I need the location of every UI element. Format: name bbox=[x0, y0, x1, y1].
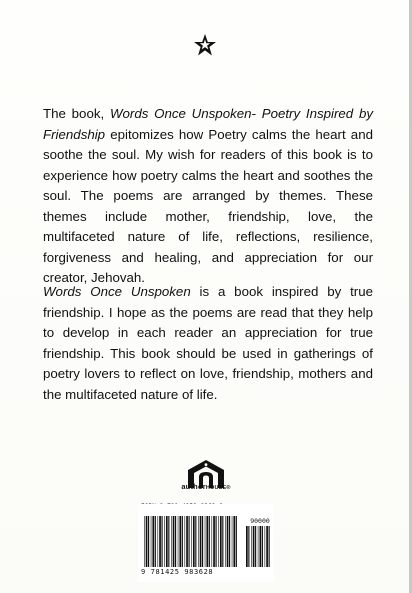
barcode-bar bbox=[233, 516, 235, 567]
barcode-bar bbox=[206, 516, 208, 567]
barcode-bar bbox=[191, 516, 192, 567]
barcode-bar bbox=[200, 516, 202, 567]
barcode-bar bbox=[158, 516, 159, 567]
barcode-bar bbox=[168, 516, 169, 567]
barcode-digits bbox=[141, 568, 271, 576]
barcode-bar bbox=[246, 526, 248, 567]
barcode-bar bbox=[151, 516, 152, 567]
description-paragraph-2 bbox=[43, 282, 373, 405]
barcode-bar bbox=[205, 516, 206, 567]
publisher-name-suffix: HOUSE® bbox=[205, 485, 231, 491]
barcode-bar bbox=[144, 516, 145, 567]
barcode-bar bbox=[186, 516, 188, 567]
book-title: Words Once Unspoken- Poetry Inspired by Friendship bbox=[43, 106, 373, 142]
barcode-bar bbox=[236, 516, 237, 567]
p2-body: is a book inspired by true friendship. I hope as the poems are read that they help to develop in each reader an appreciation for true friendship. This book should be used in gatherings of poetry lovers to reflect on love, friendship, mothers and the multifaceted nature of life. bbox=[43, 284, 373, 402]
barcode-bar bbox=[185, 516, 186, 567]
barcode-bar bbox=[260, 526, 262, 567]
barcode-bar bbox=[227, 516, 229, 567]
barcode-bar bbox=[155, 516, 156, 567]
barcode-bar bbox=[220, 516, 222, 567]
barcode-bar bbox=[262, 526, 263, 567]
barcode-bar bbox=[222, 516, 223, 567]
barcode-bar bbox=[189, 516, 190, 567]
book-title-short: Words Once Unspoken bbox=[43, 284, 191, 299]
barcode-bar bbox=[193, 516, 195, 567]
barcode-bar bbox=[173, 516, 175, 567]
barcode-bar bbox=[216, 516, 217, 567]
star-icon bbox=[193, 33, 217, 57]
barcode-bar bbox=[159, 516, 161, 567]
description-paragraph-1 bbox=[43, 104, 373, 289]
barcode-bar bbox=[195, 516, 196, 567]
barcode-bar bbox=[175, 516, 176, 567]
ean-digits: 9 781425 983628 bbox=[141, 568, 214, 576]
barcode-bar bbox=[213, 516, 215, 567]
barcode-bar bbox=[225, 516, 226, 567]
barcode-bar bbox=[162, 516, 163, 567]
publisher-name-main: author bbox=[181, 482, 206, 491]
barcode-bar bbox=[152, 516, 154, 567]
barcode-bar bbox=[148, 516, 149, 567]
barcode-bar bbox=[166, 516, 168, 567]
barcode-bar bbox=[146, 516, 148, 567]
barcode-bar bbox=[248, 526, 249, 567]
barcode-bar bbox=[202, 516, 203, 567]
price-code: 90000 bbox=[250, 517, 270, 525]
barcode-bar bbox=[229, 516, 230, 567]
barcode-bar bbox=[171, 516, 172, 567]
publisher-name bbox=[168, 482, 244, 491]
barcode-bar bbox=[218, 516, 219, 567]
barcode-bar bbox=[182, 516, 183, 567]
barcode-bar bbox=[253, 526, 255, 567]
barcode-bar bbox=[179, 516, 181, 567]
barcode-bar bbox=[232, 516, 233, 567]
barcode-bar bbox=[266, 526, 268, 567]
barcode-bar bbox=[251, 526, 252, 567]
barcode-bar bbox=[178, 516, 179, 567]
barcode-bar bbox=[269, 526, 270, 567]
barcode-bar bbox=[212, 516, 213, 567]
barcode-bar bbox=[255, 526, 256, 567]
barcode-bar bbox=[164, 516, 165, 567]
barcode-bar bbox=[209, 516, 210, 567]
p1-lead: The book, bbox=[43, 106, 110, 121]
barcode-bar bbox=[265, 526, 266, 567]
p1-body: epitomizes how Poetry calms the heart and soothe the soul. My wish for readers of this book is to experience how poetry calms the heart and soothes the soul. The poems are arranged by themes. These themes include mother, friendship, love, the multifaceted nature of life, reflections, resilience, forgiveness and healing, and appreciation for our creator, Jehovah. bbox=[43, 126, 373, 285]
barcode-bar bbox=[258, 526, 259, 567]
barcode-bar bbox=[198, 516, 199, 567]
